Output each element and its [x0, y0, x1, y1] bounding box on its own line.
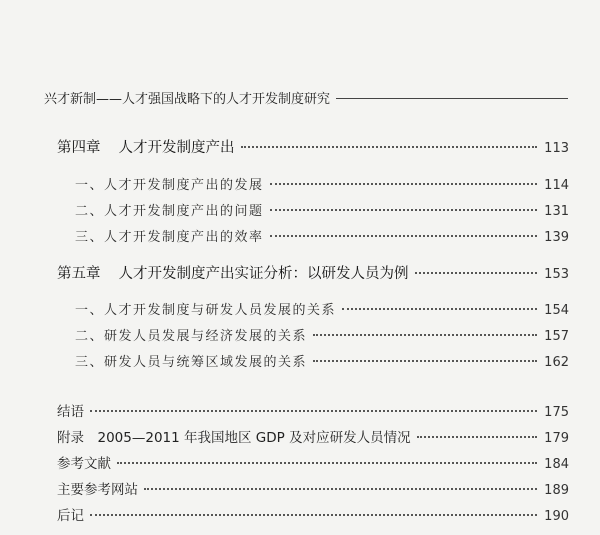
- dot-leader: [417, 436, 537, 438]
- toc-entry-section[interactable]: [57, 200, 569, 222]
- dot-leader: [90, 410, 537, 412]
- toc-entry-chapter-5[interactable]: [57, 262, 569, 284]
- dot-leader: [313, 360, 537, 362]
- page-number: 154: [544, 303, 569, 318]
- chapter-number: 第四章: [57, 140, 101, 156]
- toc-entry-postscript[interactable]: [57, 504, 569, 526]
- entry-title: 参考文献: [57, 456, 111, 472]
- toc-entry-conclusion[interactable]: [57, 400, 569, 422]
- section-title: 二、人才开发制度产出的问题: [75, 204, 264, 219]
- dot-leader: [313, 334, 537, 336]
- running-header-title: 兴才新制——人才强国战略下的人才开发制度研究: [44, 92, 331, 107]
- page-number: 175: [544, 405, 569, 420]
- page-number: 153: [544, 267, 569, 282]
- page-number: 113: [544, 141, 569, 156]
- entry-title: 结语: [57, 404, 84, 420]
- dot-leader: [415, 272, 538, 274]
- toc-entry-references[interactable]: [57, 452, 569, 474]
- dot-leader: [90, 514, 537, 516]
- toc-entry-section[interactable]: [57, 325, 569, 347]
- entry-title: 主要参考网站: [57, 482, 138, 498]
- page-number: 139: [544, 230, 569, 245]
- page-number: 114: [544, 178, 569, 193]
- entry-title: 附录 2005—2011 年我国地区 GDP 及对应研发人员情况: [57, 430, 411, 446]
- section-title: 三、研发人员与统筹区域发展的关系: [75, 355, 308, 370]
- page-number: 162: [544, 355, 569, 370]
- toc-entry-section[interactable]: [57, 226, 569, 248]
- section-title: 三、人才开发制度产出的效率: [75, 230, 264, 245]
- dot-leader: [270, 183, 537, 185]
- toc-entry-section[interactable]: [57, 174, 569, 196]
- chapter-title: 人才开发制度产出: [118, 140, 235, 156]
- page-number: 190: [544, 509, 569, 524]
- section-title: 二、研发人员发展与经济发展的关系: [75, 329, 308, 344]
- dot-leader: [144, 488, 537, 490]
- section-title: 一、人才开发制度产出的发展: [75, 178, 264, 193]
- running-header: [44, 88, 568, 107]
- page-number: 189: [544, 483, 569, 498]
- dot-leader: [117, 462, 537, 464]
- toc-entry-section[interactable]: [57, 299, 569, 321]
- header-rule: [336, 98, 568, 99]
- page-number: 131: [544, 204, 569, 219]
- chapter-title: 人才开发制度产出实证分析：以研发人员为例: [118, 266, 409, 282]
- toc-entry-websites[interactable]: [57, 478, 569, 500]
- dot-leader: [270, 209, 537, 211]
- dot-leader: [270, 235, 537, 237]
- page-number: 179: [544, 431, 569, 446]
- dot-leader: [241, 146, 538, 148]
- toc-entry-chapter-4[interactable]: [57, 136, 569, 158]
- toc-entry-section[interactable]: [57, 351, 569, 373]
- dot-leader: [342, 308, 537, 310]
- section-title: 一、人才开发制度与研发人员发展的关系: [75, 303, 337, 318]
- page-number: 184: [544, 457, 569, 472]
- entry-title: 后记: [57, 508, 84, 524]
- toc-entry-appendix[interactable]: [57, 426, 569, 448]
- page-number: 157: [544, 329, 569, 344]
- chapter-number: 第五章: [57, 266, 101, 282]
